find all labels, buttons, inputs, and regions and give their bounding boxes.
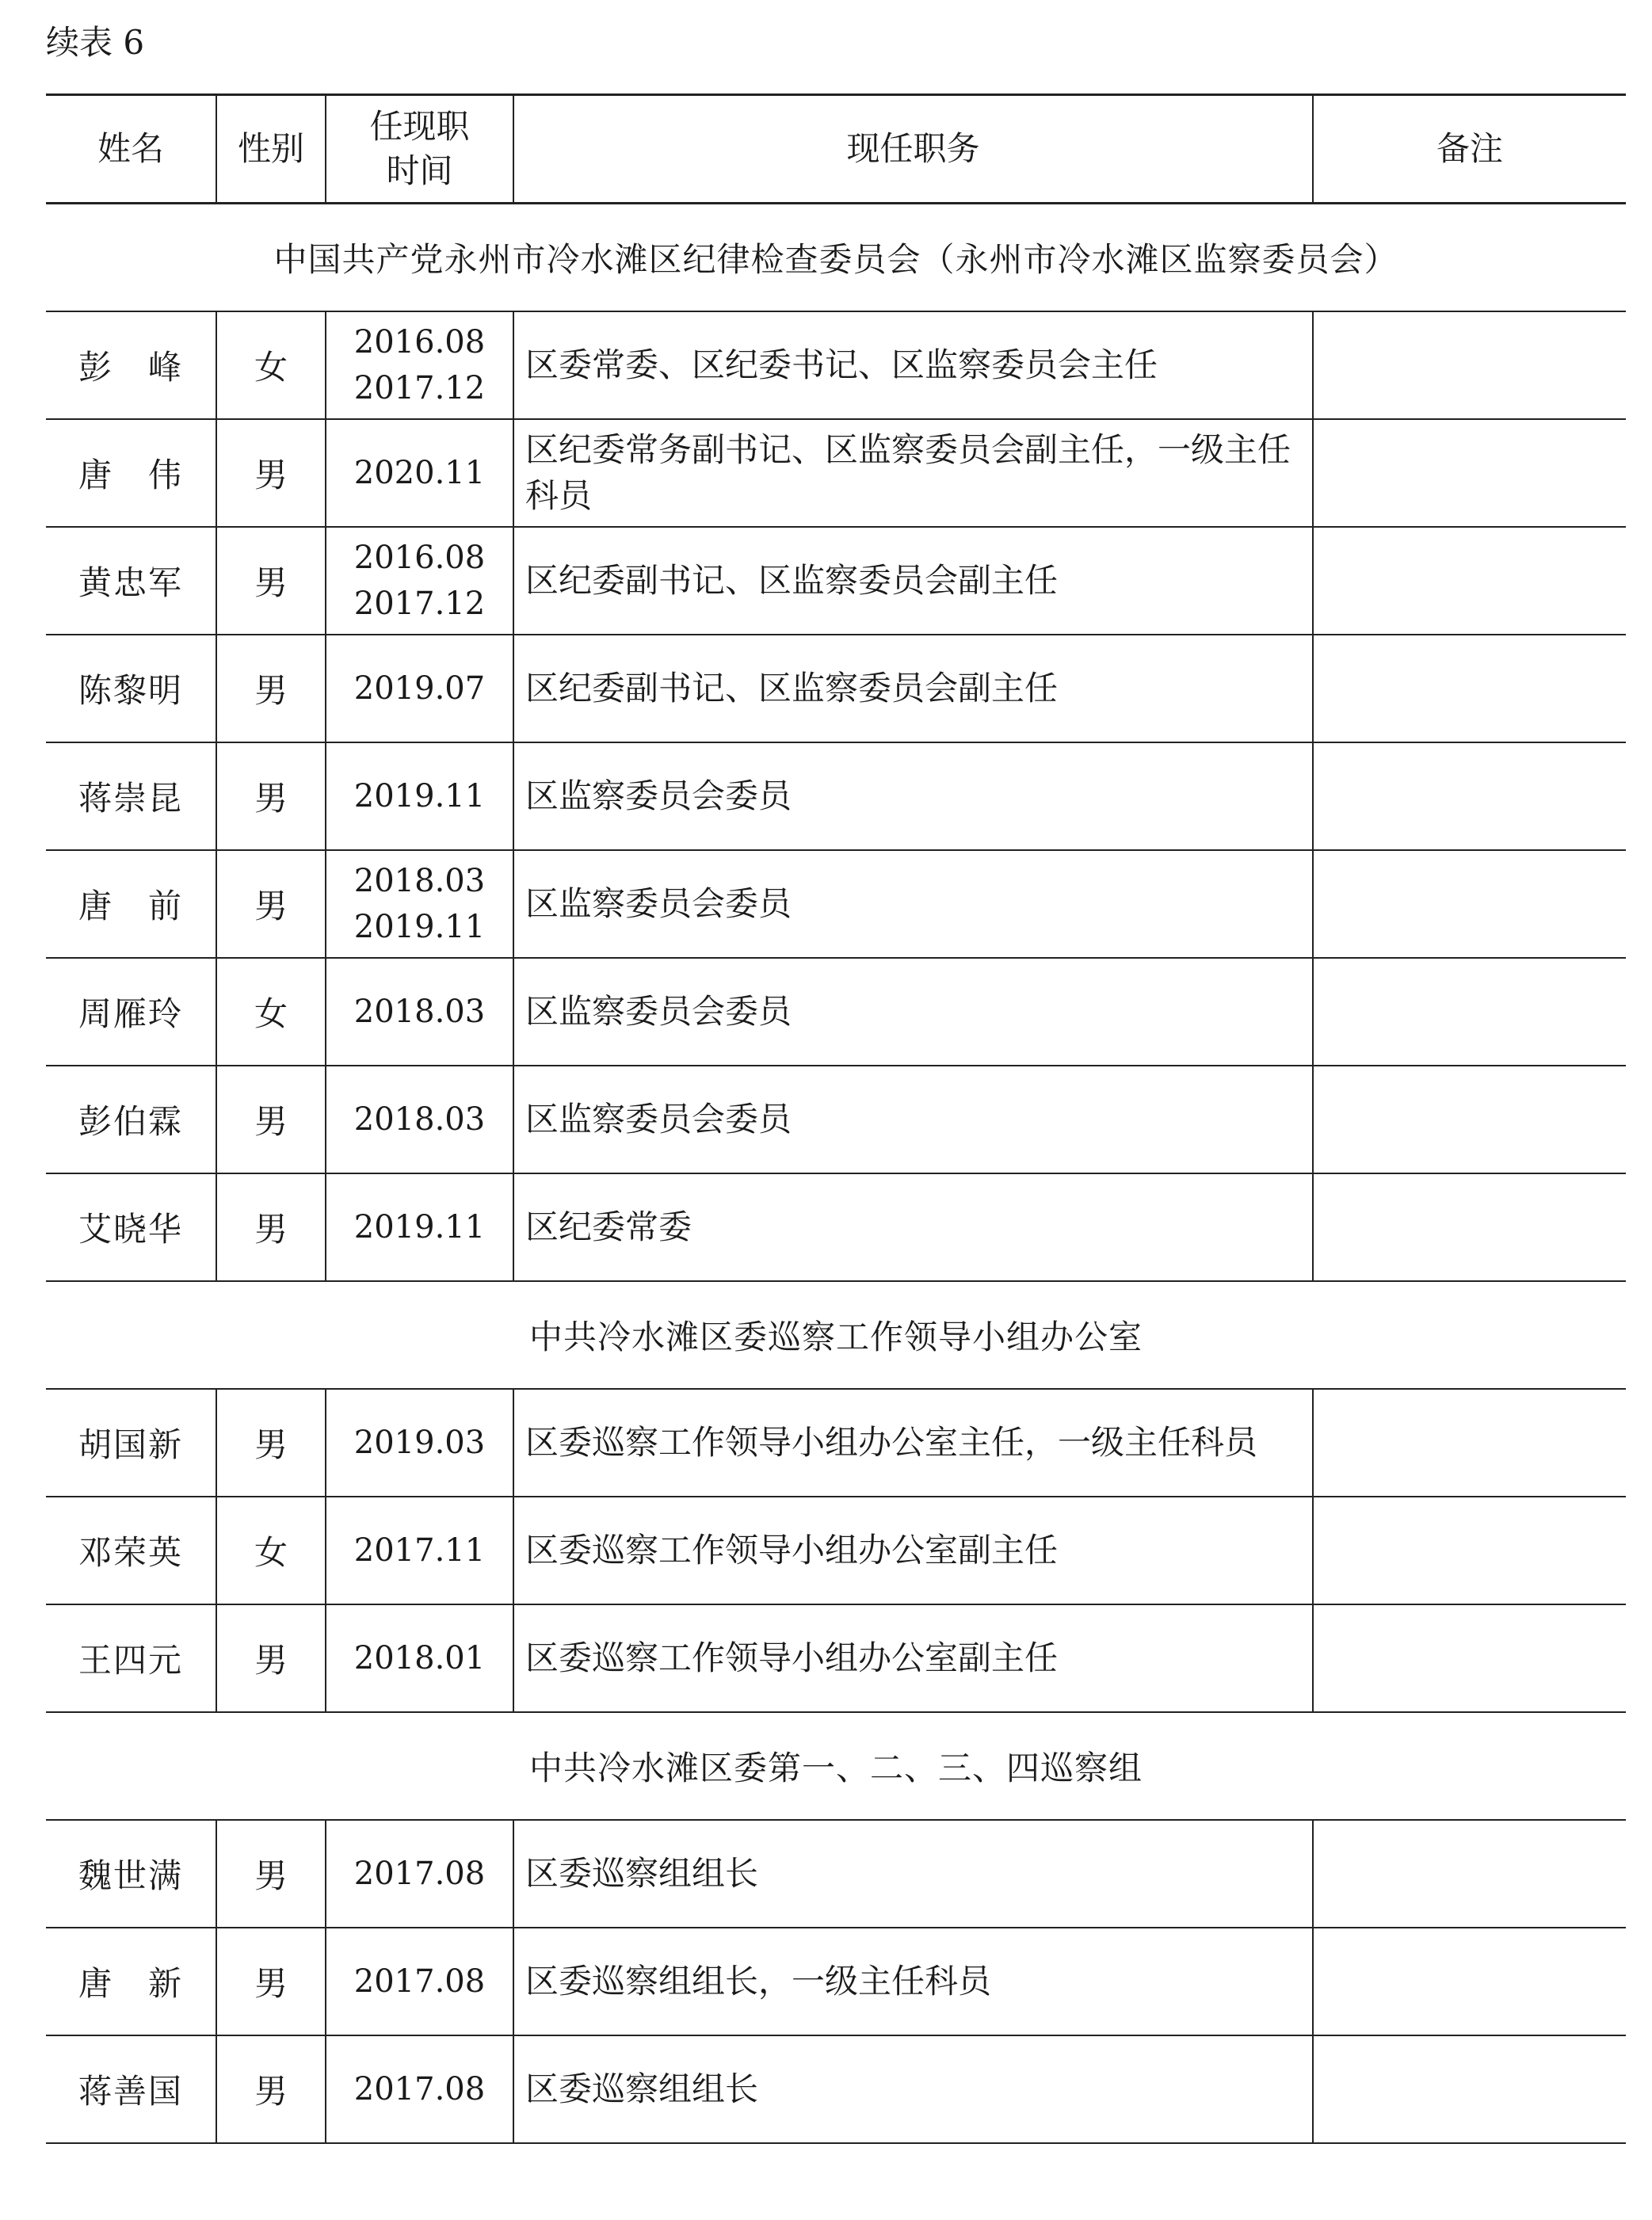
- appointment-date: 2018.03: [353, 862, 486, 899]
- cell-note: [1313, 1066, 1626, 1173]
- appointment-date: 2016.08: [353, 539, 486, 576]
- appointment-date: 2017.12: [353, 585, 486, 622]
- cell-appointment-time: [326, 527, 513, 635]
- cell-gender: 男: [216, 850, 326, 958]
- cell-gender: 男: [216, 1389, 326, 1497]
- cell-current-duty: 区纪委副书记、区监察委员会副主任: [513, 635, 1313, 742]
- cell-name: 胡国新: [46, 1389, 216, 1497]
- appointment-date: 2017.08: [353, 2070, 486, 2107]
- header-name: 姓名: [46, 95, 216, 204]
- appointment-date: 2019.11: [353, 777, 486, 814]
- table-row: [46, 419, 1626, 527]
- section-title: 中共冷水滩区委第一、二、三、四巡察组: [46, 1712, 1626, 1820]
- cell-current-duty: 区纪委常委: [513, 1173, 1313, 1281]
- cell-appointment-time: [326, 1497, 513, 1604]
- appointment-date: 2018.03: [353, 993, 486, 1030]
- cell-name: 周雁玲: [46, 958, 216, 1066]
- header-time: [326, 95, 513, 204]
- cell-gender: 男: [216, 1173, 326, 1281]
- cell-gender: 男: [216, 1066, 326, 1173]
- appointment-date: 2019.07: [353, 669, 486, 707]
- cell-current-duty: 区委巡察工作领导小组办公室主任，一级主任科员: [513, 1389, 1313, 1497]
- section-row: [46, 204, 1626, 311]
- cell-appointment-time: [326, 1173, 513, 1281]
- cell-name: 陈黎明: [46, 635, 216, 742]
- cell-gender: 男: [216, 742, 326, 850]
- header-time-line1: 任现职: [369, 107, 470, 146]
- cell-name: 邓荣英: [46, 1497, 216, 1604]
- cell-name: 魏世满: [46, 1820, 216, 1928]
- cell-appointment-time: [326, 1820, 513, 1928]
- section-row: [46, 1712, 1626, 1820]
- table-row: [46, 527, 1626, 635]
- table-caption: 续表 6: [46, 23, 145, 62]
- cell-note: [1313, 1497, 1626, 1604]
- table-row: [46, 1389, 1626, 1497]
- cell-note: [1313, 527, 1626, 635]
- cell-note: [1313, 311, 1626, 419]
- cell-gender: 男: [216, 635, 326, 742]
- cell-current-duty: 区委巡察组组长，一级主任科员: [513, 1928, 1313, 2035]
- cell-name: 艾晓华: [46, 1173, 216, 1281]
- cell-note: [1313, 742, 1626, 850]
- cell-appointment-time: [326, 1389, 513, 1497]
- cell-note: [1313, 1173, 1626, 1281]
- cell-gender: 女: [216, 311, 326, 419]
- cell-appointment-time: [326, 419, 513, 527]
- cell-note: [1313, 419, 1626, 527]
- cell-current-duty: 区委常委、区纪委书记、区监察委员会主任: [513, 311, 1313, 419]
- cell-gender: 女: [216, 958, 326, 1066]
- cell-name: 唐 伟: [46, 419, 216, 527]
- cell-gender: 男: [216, 1820, 326, 1928]
- table-row: [46, 635, 1626, 742]
- header-note: 备注: [1313, 95, 1626, 204]
- cell-note: [1313, 635, 1626, 742]
- appointment-date: 2016.08: [353, 323, 486, 360]
- cell-appointment-time: [326, 850, 513, 958]
- cell-current-duty: 区委巡察组组长: [513, 2035, 1313, 2143]
- cell-name: 王四元: [46, 1604, 216, 1712]
- cell-name: 蒋善国: [46, 2035, 216, 2143]
- appointment-date: 2017.08: [353, 1963, 486, 2000]
- cell-note: [1313, 1604, 1626, 1712]
- cell-name: 唐 前: [46, 850, 216, 958]
- cell-gender: 男: [216, 2035, 326, 2143]
- table-row: [46, 311, 1626, 419]
- appointment-date: 2019.11: [353, 1208, 486, 1245]
- cell-note: [1313, 1389, 1626, 1497]
- cell-note: [1313, 1928, 1626, 2035]
- cell-current-duty: 区纪委副书记、区监察委员会副主任: [513, 527, 1313, 635]
- cell-gender: 男: [216, 1928, 326, 2035]
- section-title: 中共冷水滩区委巡察工作领导小组办公室: [46, 1281, 1626, 1389]
- cell-current-duty: 区监察委员会委员: [513, 1066, 1313, 1173]
- cell-appointment-time: [326, 1928, 513, 2035]
- officials-table: [46, 93, 1626, 2144]
- appointment-date: 2018.03: [353, 1100, 486, 1138]
- table-row: [46, 958, 1626, 1066]
- cell-current-duty: 区委巡察工作领导小组办公室副主任: [513, 1497, 1313, 1604]
- table-row: [46, 1066, 1626, 1173]
- cell-appointment-time: [326, 635, 513, 742]
- table-row: [46, 1497, 1626, 1604]
- table-row: [46, 1928, 1626, 2035]
- table-header: [46, 95, 1626, 204]
- section-title: 中国共产党永州市冷水滩区纪律检查委员会（永州市冷水滩区监察委员会）: [46, 204, 1626, 311]
- cell-name: 彭 峰: [46, 311, 216, 419]
- header-duty: 现任职务: [513, 95, 1313, 204]
- header-gender: 性别: [216, 95, 326, 204]
- header-time-line2: 时间: [386, 151, 453, 190]
- appointment-date: 2017.08: [353, 1855, 486, 1892]
- cell-appointment-time: [326, 1066, 513, 1173]
- cell-appointment-time: [326, 2035, 513, 2143]
- table-row: [46, 850, 1626, 958]
- cell-current-duty: 区监察委员会委员: [513, 958, 1313, 1066]
- table-row: [46, 1173, 1626, 1281]
- cell-name: 彭伯霖: [46, 1066, 216, 1173]
- cell-current-duty: 区监察委员会委员: [513, 742, 1313, 850]
- cell-name: 唐 新: [46, 1928, 216, 2035]
- cell-appointment-time: [326, 1604, 513, 1712]
- cell-current-duty: 区纪委常务副书记、区监察委员会副主任，一级主任科员: [513, 419, 1313, 527]
- cell-current-duty: 区委巡察组组长: [513, 1820, 1313, 1928]
- table-row: [46, 1820, 1626, 1928]
- appointment-date: 2017.11: [353, 1531, 486, 1569]
- appointment-date: 2019.03: [353, 1424, 486, 1461]
- cell-current-duty: 区监察委员会委员: [513, 850, 1313, 958]
- appointment-date: 2017.12: [353, 369, 486, 406]
- table-row: [46, 742, 1626, 850]
- table-body: [46, 204, 1626, 2143]
- cell-name: 蒋崇昆: [46, 742, 216, 850]
- appointment-date: 2020.11: [353, 454, 486, 491]
- cell-appointment-time: [326, 958, 513, 1066]
- cell-current-duty: 区委巡察工作领导小组办公室副主任: [513, 1604, 1313, 1712]
- appointment-date: 2019.11: [353, 908, 486, 945]
- appointment-date: 2018.01: [353, 1639, 486, 1676]
- cell-gender: 男: [216, 527, 326, 635]
- table-row: [46, 1604, 1626, 1712]
- cell-appointment-time: [326, 742, 513, 850]
- cell-gender: 男: [216, 1604, 326, 1712]
- header-row: [46, 95, 1626, 204]
- cell-appointment-time: [326, 311, 513, 419]
- section-row: [46, 1281, 1626, 1389]
- cell-note: [1313, 2035, 1626, 2143]
- table-row: [46, 2035, 1626, 2143]
- cell-note: [1313, 958, 1626, 1066]
- cell-note: [1313, 850, 1626, 958]
- cell-note: [1313, 1820, 1626, 1928]
- cell-gender: 女: [216, 1497, 326, 1604]
- cell-gender: 男: [216, 419, 326, 527]
- cell-name: 黄忠军: [46, 527, 216, 635]
